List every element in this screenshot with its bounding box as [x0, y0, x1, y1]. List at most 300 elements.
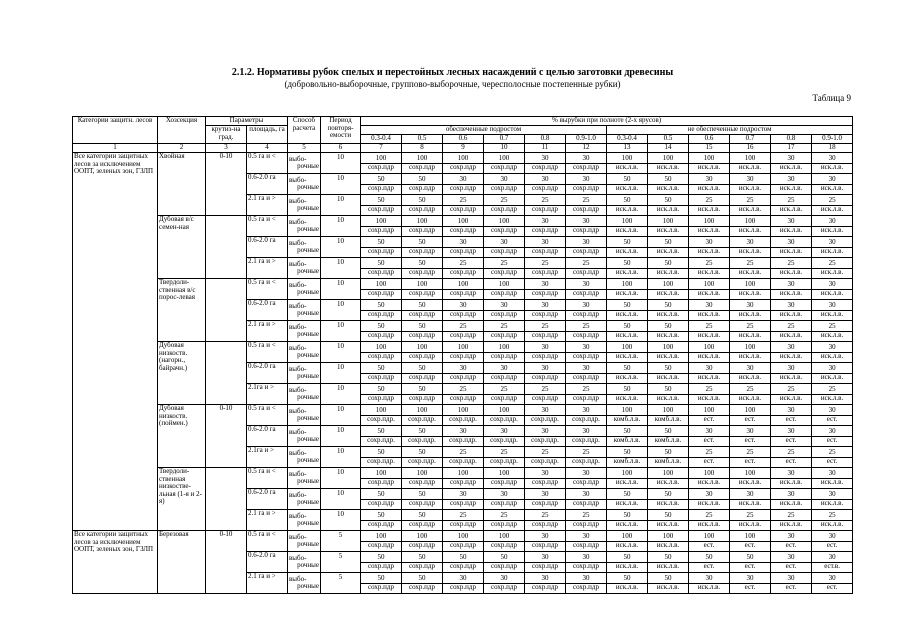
- value-cell: [689, 279, 730, 300]
- cut-percent: 50: [418, 238, 426, 246]
- regeneration-method: иск.л.в.: [812, 289, 852, 298]
- regeneration-method: иск.л.в.: [771, 478, 811, 487]
- method-line-2: рочные: [297, 582, 319, 590]
- regeneration-method: сохр.пдр: [566, 226, 606, 235]
- value-cell: [771, 426, 812, 447]
- cut-percent: 50: [418, 322, 426, 330]
- value-cell: [361, 258, 402, 279]
- cut-percent: 100: [662, 217, 674, 225]
- period-cell: 10: [321, 321, 361, 342]
- regeneration-method: иск.л.в.: [689, 163, 729, 172]
- cut-percent: 30: [541, 280, 549, 288]
- period-cell: 10: [321, 489, 361, 510]
- cut-percent: 50: [623, 511, 631, 519]
- method-cell: [288, 447, 321, 468]
- value-cell: [771, 447, 812, 468]
- value-cell: [484, 573, 525, 594]
- value-cell: [484, 300, 525, 321]
- value-cell: [648, 216, 689, 237]
- period-cell: 5: [321, 573, 361, 594]
- method-line-1: выбо-: [289, 343, 307, 352]
- value-cell: [443, 321, 484, 342]
- regeneration-method: иск.л.в.: [648, 331, 688, 340]
- value-cell: [771, 216, 812, 237]
- value-cell: [812, 363, 853, 384]
- method-cell: [288, 321, 321, 342]
- method-line-2: рочные: [297, 372, 319, 380]
- cut-percent: 50: [377, 385, 385, 393]
- cut-percent: 30: [541, 364, 549, 372]
- regeneration-method: иск.л.в.: [689, 205, 729, 214]
- cut-percent: 100: [375, 469, 387, 477]
- column-number: 4: [247, 144, 288, 153]
- method-line-2: рочные: [297, 204, 319, 212]
- cut-percent: 50: [377, 175, 385, 183]
- regeneration-method: иск.л.в.: [730, 373, 770, 382]
- regeneration-method: сохр.пдр: [525, 373, 565, 382]
- regeneration-method: ест.: [689, 541, 729, 550]
- value-cell: [484, 363, 525, 384]
- period-cell: 5: [321, 552, 361, 573]
- regeneration-method: сохр.пдр: [525, 499, 565, 508]
- regeneration-method: комб.л.в.: [607, 436, 647, 445]
- method-line-2: рочные: [297, 561, 319, 569]
- value-cell: [402, 552, 443, 573]
- column-number: 5: [288, 144, 321, 153]
- value-cell: [648, 531, 689, 552]
- regeneration-method: сохр.пдр: [361, 478, 401, 487]
- cut-percent: 100: [621, 343, 633, 351]
- period-cell: 10: [321, 447, 361, 468]
- norms-table: [72, 116, 853, 594]
- value-cell: [484, 531, 525, 552]
- value-cell: [812, 300, 853, 321]
- regeneration-method: иск.л.в.: [730, 520, 770, 529]
- value-cell: [361, 321, 402, 342]
- regeneration-method: сохр.пдр.: [443, 436, 483, 445]
- cut-percent: 50: [377, 574, 385, 582]
- value-cell: [812, 342, 853, 363]
- regeneration-method: ест.: [812, 457, 852, 466]
- cut-percent: 30: [746, 364, 754, 372]
- regeneration-method: иск.л.в.: [607, 268, 647, 277]
- regeneration-method: сохр.пдр: [525, 331, 565, 340]
- value-cell: [361, 342, 402, 363]
- value-cell: [525, 342, 566, 363]
- value-cell: [484, 510, 525, 531]
- cut-percent: 30: [746, 301, 754, 309]
- value-cell: [525, 300, 566, 321]
- cut-percent: 30: [582, 238, 590, 246]
- period-cell: 10: [321, 342, 361, 363]
- regeneration-method: сохр.пдр: [361, 268, 401, 277]
- steepness-cell: [206, 342, 247, 405]
- value-cell: [525, 174, 566, 195]
- area-cell: 0.6-2.0 га: [247, 174, 288, 195]
- regeneration-method: сохр.пдр.: [566, 415, 606, 424]
- value-cell: [566, 363, 607, 384]
- cut-percent: 30: [787, 301, 795, 309]
- method-cell: [288, 552, 321, 573]
- cut-percent: 100: [416, 217, 428, 225]
- cut-percent: 25: [500, 385, 508, 393]
- regeneration-method: сохр.пдр: [566, 478, 606, 487]
- value-cell: [566, 447, 607, 468]
- regeneration-method: иск.л.в.: [648, 226, 688, 235]
- header-steep: крутиз-на град.: [206, 126, 247, 144]
- cut-percent: 30: [705, 175, 713, 183]
- category-cell: Все категории защитных лесов за исключением ООПТ, зеленых зон, ГЗЛП: [73, 531, 158, 594]
- period-cell: 10: [321, 174, 361, 195]
- cut-percent: 25: [459, 322, 467, 330]
- method-cell: [288, 426, 321, 447]
- regeneration-method: сохр.пдр: [443, 331, 483, 340]
- cut-percent: 25: [582, 259, 590, 267]
- cut-percent: 25: [582, 511, 590, 519]
- regeneration-method: ест.: [812, 415, 852, 424]
- cut-percent: 50: [418, 511, 426, 519]
- cut-percent: 25: [828, 259, 836, 267]
- value-cell: [525, 552, 566, 573]
- regeneration-method: сохр.пдр: [484, 289, 524, 298]
- value-cell: [484, 552, 525, 573]
- method-line-2: рочные: [297, 309, 319, 317]
- cut-percent: 100: [703, 406, 715, 414]
- cut-percent: 100: [703, 217, 715, 225]
- value-cell: [525, 258, 566, 279]
- regeneration-method: ест.: [689, 457, 729, 466]
- value-cell: [443, 468, 484, 489]
- value-cell: [771, 405, 812, 426]
- regeneration-method: иск.л.в.: [812, 184, 852, 193]
- regeneration-method: иск.л.в.: [648, 163, 688, 172]
- regeneration-method: иск.л.в.: [689, 289, 729, 298]
- document-title: 2.1.2. Нормативы рубок спелых и перестойных лесных насаждений с целью заготовки древесины: [231, 67, 674, 78]
- value-cell: [525, 510, 566, 531]
- method-cell: [288, 279, 321, 300]
- category-cell: Все категории защитных лесов за исключением ООПТ, зеленых зон, ГЗЛП: [73, 153, 158, 531]
- method-line-1: выбо-: [289, 490, 307, 499]
- regeneration-method: сохр.пдр.: [443, 415, 483, 424]
- method-line-2: рочные: [297, 498, 319, 506]
- cut-percent: 25: [787, 196, 795, 204]
- cut-percent: 25: [746, 322, 754, 330]
- value-cell: [689, 489, 730, 510]
- area-cell: 0.5 га и <: [247, 153, 288, 174]
- cut-percent: 100: [703, 469, 715, 477]
- value-cell: [607, 573, 648, 594]
- value-cell: [443, 363, 484, 384]
- period-cell: 10: [321, 279, 361, 300]
- regeneration-method: сохр.пдр: [443, 541, 483, 550]
- cut-percent: 30: [541, 343, 549, 351]
- density-header: 0.3-0.4: [361, 135, 402, 144]
- regeneration-method: сохр.пдр: [566, 184, 606, 193]
- value-cell: [402, 489, 443, 510]
- value-cell: [361, 279, 402, 300]
- value-cell: [771, 531, 812, 552]
- cut-percent: 100: [498, 217, 510, 225]
- table-row: [73, 468, 853, 489]
- value-cell: [525, 573, 566, 594]
- cut-percent: 30: [582, 217, 590, 225]
- cut-percent: 100: [498, 343, 510, 351]
- value-cell: [689, 384, 730, 405]
- cut-percent: 50: [664, 511, 672, 519]
- regeneration-method: сохр.пдр: [402, 499, 442, 508]
- cut-percent: 25: [828, 448, 836, 456]
- cut-percent: 30: [787, 427, 795, 435]
- column-number: 17: [771, 144, 812, 153]
- regeneration-method: иск.л.в.: [607, 184, 647, 193]
- value-cell: [443, 258, 484, 279]
- cut-percent: 30: [500, 175, 508, 183]
- cut-percent: 100: [416, 154, 428, 162]
- regeneration-method: сохр.пдр: [361, 583, 401, 592]
- regeneration-method: иск.л.в.: [689, 268, 729, 277]
- density-header: 0.6: [689, 135, 730, 144]
- method-line-1: выбо-: [289, 154, 307, 163]
- cut-percent: 100: [744, 154, 756, 162]
- value-cell: [566, 300, 607, 321]
- regeneration-method: сохр.пдр: [402, 310, 442, 319]
- cut-percent: 30: [541, 301, 549, 309]
- area-cell: 0.5 га и <: [247, 468, 288, 489]
- value-cell: [525, 426, 566, 447]
- method-line-1: выбо-: [289, 532, 307, 541]
- regeneration-method: сохр.пдр: [566, 247, 606, 256]
- regeneration-method: ест.: [812, 583, 852, 592]
- cut-percent: 30: [705, 301, 713, 309]
- header-period: Период повторя-емости: [321, 117, 361, 144]
- cut-percent: 50: [377, 553, 385, 561]
- regeneration-method: сохр.пдр: [525, 352, 565, 361]
- regeneration-method: сохр.пдр: [484, 394, 524, 403]
- value-cell: [648, 321, 689, 342]
- regeneration-method: иск.л.в.: [607, 478, 647, 487]
- value-cell: [771, 153, 812, 174]
- cut-percent: 30: [828, 175, 836, 183]
- value-cell: [525, 195, 566, 216]
- cut-percent: 100: [703, 343, 715, 351]
- value-cell: [484, 447, 525, 468]
- cut-percent: 25: [705, 385, 713, 393]
- regeneration-method: сохр.пдр: [525, 541, 565, 550]
- regeneration-method: комб.л.в.: [648, 415, 688, 424]
- regeneration-method: сохр.пдр: [566, 562, 606, 571]
- value-cell: [607, 195, 648, 216]
- cut-percent: 50: [377, 427, 385, 435]
- cut-percent: 30: [787, 217, 795, 225]
- regeneration-method: сохр.пдр: [402, 226, 442, 235]
- regeneration-method: сохр.пдр.: [361, 415, 401, 424]
- regeneration-method: сохр.пдр: [443, 289, 483, 298]
- cut-percent: 100: [662, 280, 674, 288]
- regeneration-method: сохр.пдр: [361, 499, 401, 508]
- value-cell: [689, 237, 730, 258]
- regeneration-method: сохр.пдр: [525, 247, 565, 256]
- value-cell: [607, 531, 648, 552]
- method-cell: [288, 237, 321, 258]
- cut-percent: 50: [623, 427, 631, 435]
- value-cell: [771, 279, 812, 300]
- cut-percent: 30: [500, 238, 508, 246]
- value-cell: [361, 426, 402, 447]
- cut-percent: 30: [787, 364, 795, 372]
- value-cell: [812, 573, 853, 594]
- value-cell: [771, 237, 812, 258]
- period-cell: 10: [321, 405, 361, 426]
- header-pct: % вырубки при полноте (2-х ярусов): [361, 117, 853, 126]
- value-cell: [648, 489, 689, 510]
- cut-percent: 30: [582, 406, 590, 414]
- regeneration-method: иск.л.в.: [689, 499, 729, 508]
- density-header: 0.8: [525, 135, 566, 144]
- cut-percent: 100: [621, 280, 633, 288]
- cut-percent: 30: [500, 490, 508, 498]
- header-section: Хозсекция: [158, 117, 206, 144]
- value-cell: [566, 174, 607, 195]
- cut-percent: 30: [787, 553, 795, 561]
- value-cell: [443, 531, 484, 552]
- value-cell: [361, 468, 402, 489]
- value-cell: [812, 552, 853, 573]
- cut-percent: 30: [459, 427, 467, 435]
- cut-percent: 50: [623, 238, 631, 246]
- value-cell: [607, 321, 648, 342]
- regeneration-method: ест.: [689, 562, 729, 571]
- regeneration-method: иск.л.в.: [689, 184, 729, 193]
- regeneration-method: иск.л.в.: [730, 205, 770, 214]
- value-cell: [361, 384, 402, 405]
- regeneration-method: ест.: [812, 541, 852, 550]
- cut-percent: 25: [787, 448, 795, 456]
- regeneration-method: иск.л.в.: [607, 289, 647, 298]
- value-cell: [402, 174, 443, 195]
- cut-percent: 100: [498, 469, 510, 477]
- value-cell: [607, 342, 648, 363]
- cut-percent: 30: [582, 553, 590, 561]
- value-cell: [361, 489, 402, 510]
- value-cell: [689, 573, 730, 594]
- value-cell: [812, 426, 853, 447]
- regeneration-method: сохр.пдр: [361, 373, 401, 382]
- steepness-cell: [206, 279, 247, 342]
- value-cell: [607, 405, 648, 426]
- method-cell: [288, 489, 321, 510]
- cut-percent: 30: [541, 427, 549, 435]
- value-cell: [566, 531, 607, 552]
- cut-percent: 30: [541, 469, 549, 477]
- value-cell: [443, 384, 484, 405]
- value-cell: [361, 300, 402, 321]
- regeneration-method: сохр.пдр: [443, 163, 483, 172]
- cut-percent: 30: [705, 364, 713, 372]
- value-cell: [443, 216, 484, 237]
- value-cell: [771, 573, 812, 594]
- regeneration-method: сохр.пдр: [361, 247, 401, 256]
- value-cell: [771, 300, 812, 321]
- cut-percent: 50: [418, 175, 426, 183]
- regeneration-method: иск.л.в.: [607, 226, 647, 235]
- regeneration-method: сохр.пдр.: [566, 436, 606, 445]
- regeneration-method: сохр.пдр: [525, 289, 565, 298]
- value-cell: [525, 153, 566, 174]
- cut-percent: 25: [746, 385, 754, 393]
- method-line-1: выбо-: [289, 301, 307, 310]
- cut-percent: 30: [828, 280, 836, 288]
- period-cell: 5: [321, 531, 361, 552]
- cut-percent: 100: [662, 469, 674, 477]
- cut-percent: 50: [377, 238, 385, 246]
- method-line-1: выбо-: [289, 175, 307, 184]
- method-cell: [288, 216, 321, 237]
- cut-percent: 50: [664, 448, 672, 456]
- period-cell: 10: [321, 426, 361, 447]
- cut-percent: 30: [500, 364, 508, 372]
- regeneration-method: иск.л.в.: [648, 289, 688, 298]
- value-cell: [812, 153, 853, 174]
- value-cell: [730, 405, 771, 426]
- cut-percent: 100: [703, 280, 715, 288]
- regeneration-method: иск.л.в.: [648, 520, 688, 529]
- value-cell: [730, 258, 771, 279]
- cut-percent: 25: [500, 448, 508, 456]
- density-header: 0.3-0.4: [607, 135, 648, 144]
- value-cell: [361, 237, 402, 258]
- regeneration-method: сохр.пдр: [566, 331, 606, 340]
- regeneration-method: иск.л.в.: [689, 520, 729, 529]
- regeneration-method: сохр.пдр: [402, 289, 442, 298]
- cut-percent: 100: [662, 154, 674, 162]
- cut-percent: 30: [828, 574, 836, 582]
- cut-percent: 50: [623, 385, 631, 393]
- regeneration-method: иск.л.в.: [730, 331, 770, 340]
- cut-percent: 50: [377, 322, 385, 330]
- method-line-2: рочные: [297, 519, 319, 527]
- value-cell: [402, 216, 443, 237]
- value-cell: [525, 531, 566, 552]
- regeneration-method: иск.л.в.: [812, 310, 852, 319]
- regeneration-method: сохр.пдр: [566, 499, 606, 508]
- value-cell: [648, 153, 689, 174]
- method-line-2: рочные: [297, 225, 319, 233]
- cut-percent: 30: [582, 175, 590, 183]
- section-cell: Хвойная: [158, 153, 206, 216]
- cut-percent: 50: [623, 301, 631, 309]
- regeneration-method: сохр.пдр: [443, 520, 483, 529]
- regeneration-method: иск.л.в.: [689, 331, 729, 340]
- value-cell: [812, 405, 853, 426]
- regeneration-method: иск.л.в.: [648, 310, 688, 319]
- cut-percent: 50: [500, 553, 508, 561]
- cut-percent: 100: [662, 343, 674, 351]
- cut-percent: 50: [418, 574, 426, 582]
- value-cell: [402, 300, 443, 321]
- regeneration-method: сохр.пдр: [484, 268, 524, 277]
- value-cell: [730, 300, 771, 321]
- column-number: 16: [730, 144, 771, 153]
- regeneration-method: сохр.пдр: [361, 163, 401, 172]
- method-line-1: выбо-: [289, 322, 307, 331]
- value-cell: [402, 363, 443, 384]
- regeneration-method: ест.: [730, 415, 770, 424]
- value-cell: [484, 258, 525, 279]
- cut-percent: 25: [705, 322, 713, 330]
- regeneration-method: иск.л.в.: [607, 352, 647, 361]
- table-row: [73, 279, 853, 300]
- column-number: 13: [607, 144, 648, 153]
